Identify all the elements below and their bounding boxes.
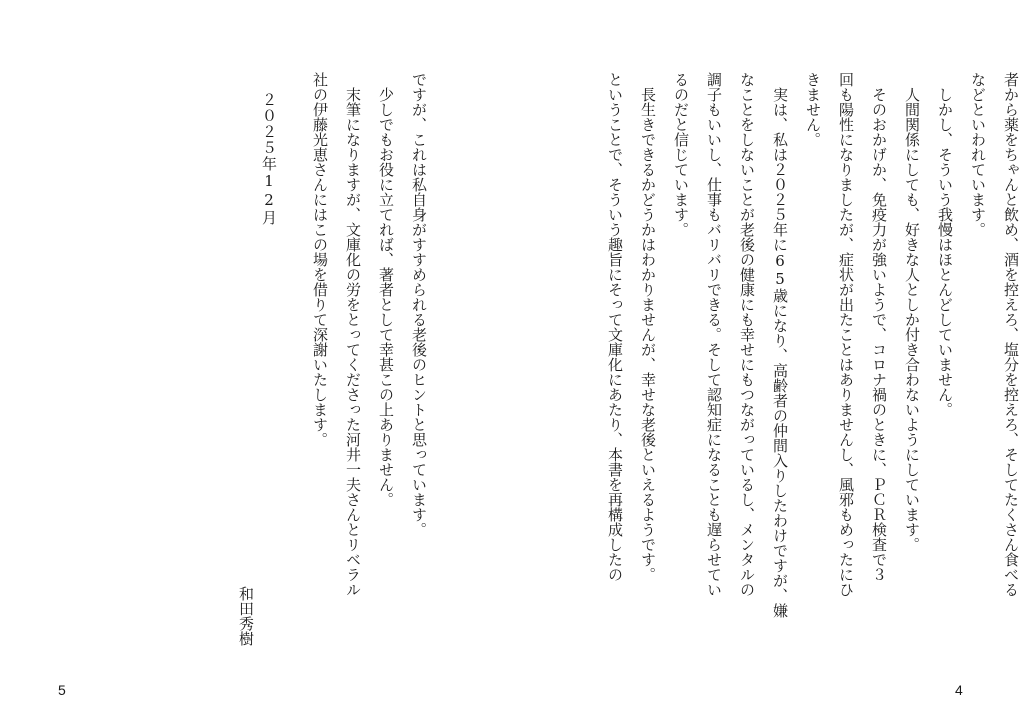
left-page-body: [303, 72, 435, 672]
text-line: 少しでもお役に立てれば、著者として幸甚この上ありません。: [377, 72, 395, 507]
text-line: 社の伊藤光恵さんにはこの場を借りて深謝いたします。: [311, 72, 329, 447]
text-line: 回も陽性になりましたが、症状が出たことはありませんし、風邪もめったにひ: [837, 72, 855, 597]
text-line: きません。: [804, 72, 822, 147]
date-text: ２０２５年12月: [260, 92, 278, 226]
text-line: しかし、そういう我慢はほとんどしていません。: [936, 72, 954, 417]
text-line: 人間関係にしても、好きな人としか付き合わないようにしています。: [903, 72, 921, 552]
text-line: そのおかげか、免疫力が強いようで、コロナ禍のときに、ＰＣＲ検査で３: [870, 72, 888, 582]
date-line: [252, 92, 285, 226]
text-line: るのだと信じています。: [672, 72, 690, 237]
text-line: なことをしないことが老後の健康にも幸せにもつながっているし、メンタルの: [738, 72, 756, 597]
author-line: [229, 586, 262, 646]
text-line: 末筆になりますが、文庫化の労をとってくださった河井一夫さんとリベラル: [344, 72, 362, 597]
text-line: 実は、私は２０２５年に65歳になり、高齢者の仲間入りしたわけですが、嫌: [771, 72, 789, 618]
author-name: 和田秀樹: [237, 586, 255, 646]
page-number-right: 4: [955, 682, 963, 698]
text-line: 調子もいいし、仕事もバリバリできる。そして認知症になることも遅らせてい: [705, 72, 723, 597]
page-number-left: 5: [58, 682, 66, 698]
text-line: 長生きできるかどうかはわかりませんが、幸せな老後といえるようです。: [639, 72, 657, 582]
text-line: ですが、これは私自身がすすめられる老後のヒントと思っています。: [410, 72, 428, 537]
text-line: などといわれています。: [969, 72, 987, 237]
right-page-body: [598, 72, 1024, 672]
text-line: ということで、そういう趣旨にそって文庫化にあたり、本書を再構成したの: [606, 72, 624, 582]
text-line: 者から薬をちゃんと飲め、酒を控えろ、塩分を控えろ、そしてたくさん食べる: [1002, 72, 1020, 597]
